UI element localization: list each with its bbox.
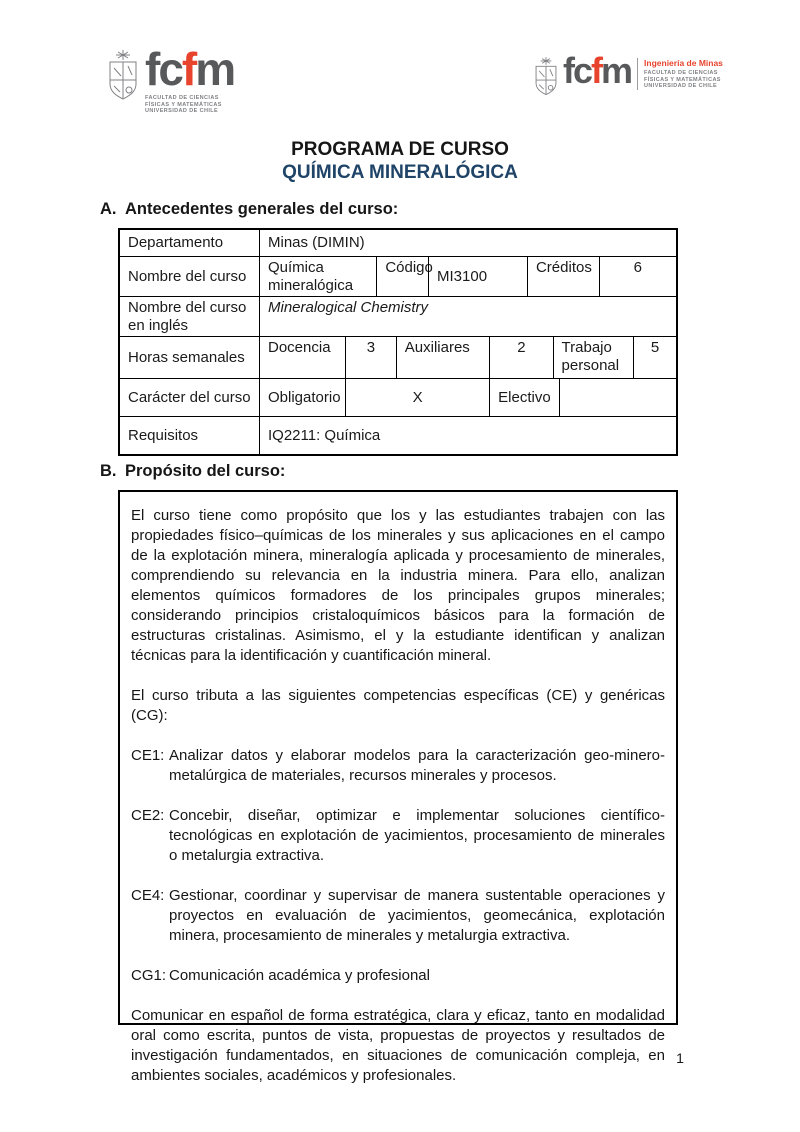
- trabajo-personal-value: 5: [633, 337, 676, 378]
- university-shield-icon: [106, 50, 140, 107]
- table-row: [120, 230, 676, 256]
- docencia-value: 3: [345, 337, 396, 378]
- nombre-ingles-value: Mineralogical Chemistry: [259, 297, 676, 336]
- requisitos-value: IQ2211: Química: [259, 417, 676, 454]
- page-number: 1: [676, 1050, 684, 1066]
- nombre-ingles-label: Nombre del curso en inglés: [128, 298, 247, 334]
- section-a-heading: A. Antecedentes generales del curso:: [100, 200, 399, 218]
- course-info-table: [118, 228, 678, 456]
- obligatorio-label: Obligatorio: [259, 379, 345, 416]
- table-row: [120, 416, 676, 454]
- table-row: [120, 378, 676, 416]
- course-name-title: QUÍMICA MINERALÓGICA: [282, 162, 518, 183]
- logo-fcfm-right: [533, 50, 723, 103]
- faculty-caption: FACULTAD DE CIENCIAS FÍSICAS Y MATEMÁTICAS UNIVERSIDAD DE CHILE: [644, 70, 721, 89]
- competency-item-ce4: CE4: Gestionar, coordinar y supervisar de manera sustentable operaciones y proyectos en evaluación de yacimientos, geomecánica, explotación minera, procesamiento de minerales y metalurgia extractiva.: [131, 887, 665, 944]
- course-program-title: PROGRAMA DE CURSO: [291, 139, 509, 160]
- fcfm-wordmark: fcfm: [145, 43, 235, 95]
- departamento-label: Departamento: [128, 234, 224, 251]
- table-row: [120, 256, 676, 296]
- table-row: [120, 296, 676, 336]
- auxiliares-label: Auxiliares: [396, 337, 489, 378]
- section-b-heading: B. Propósito del curso:: [100, 462, 286, 480]
- competency-item-ce1: CE1: Analizar datos y elaborar modelos para la caracterización geo-minero-metalúrgica de materiales, recursos minerales y procesos.: [131, 747, 665, 784]
- codigo-label: Código: [376, 257, 428, 296]
- purpose-paragraph-1: El curso tiene como propósito que los y las estudiantes trabajen con las propiedades físico–químicas de los minerales y sus aplicaciones en el campo de la explotación minera, mineralogía aplicada y procesamiento de minerales, comprendiendo su relevancia en la industria minera. Para ello, analizan elementos químicos formadores de los principales grupos minerales; considerando principios cristaloquímicos básicos para la formación de estructuras cristalinas. Asimismo, el y la estudiante identifican y analizan técnicas para la identificación y cuantificación mineral.: [131, 507, 665, 664]
- document-title: [0, 138, 800, 184]
- creditos-value: 6: [599, 257, 676, 296]
- codigo-value: MI3100: [428, 257, 527, 296]
- nombre-curso-label: Nombre del curso: [128, 267, 247, 285]
- fcfm-wordmark: fcfm: [563, 50, 632, 91]
- trabajo-personal-label: Trabajo personal: [553, 337, 634, 378]
- auxiliares-value: 2: [489, 337, 552, 378]
- requisitos-label: Requisitos: [128, 426, 199, 444]
- competency-item-cg1: CG1: Comunicación académica y profesional: [131, 967, 430, 984]
- competency-item-ce2: CE2: Concebir, diseñar, optimizar e implementar soluciones científico-tecnológicas en explotación de yacimientos, procesamiento de minerales o metalurgia extractiva.: [131, 807, 665, 864]
- horas-semanales-label: Horas semanales: [128, 348, 245, 366]
- purpose-closing-paragraph: Comunicar en español de forma estratégica, clara y eficaz, tanto en modalidad oral como escrita, puntos de vista, propuestas de proyectos y resultados de investigación fundamentados, en situaciones de comunicación compleja, en ambientes sociales, académicos y profesionales.: [131, 1007, 665, 1084]
- unit-name: Ingeniería de Minas: [644, 58, 723, 68]
- docencia-label: Docencia: [259, 337, 345, 378]
- obligatorio-value: X: [345, 379, 489, 416]
- purpose-text-box: [118, 490, 678, 1084]
- electivo-label: Electivo: [489, 379, 559, 416]
- caracter-curso-label: Carácter del curso: [128, 388, 251, 406]
- purpose-paragraph-2: El curso tributa a las siguientes competencias específicas (CE) y genéricas (CG):: [131, 687, 665, 724]
- electivo-value: [559, 379, 676, 416]
- table-row: [120, 336, 676, 378]
- faculty-caption: FACULTAD DE CIENCIAS FÍSICAS Y MATEMÁTICAS UNIVERSIDAD DE CHILE: [145, 95, 222, 115]
- departamento-value: Minas (DIMIN): [259, 230, 676, 256]
- university-shield-icon: [533, 56, 559, 103]
- nombre-curso-value: Química mineralógica: [259, 257, 376, 296]
- logo-fcfm-left: [106, 43, 235, 115]
- creditos-label: Créditos: [527, 257, 599, 296]
